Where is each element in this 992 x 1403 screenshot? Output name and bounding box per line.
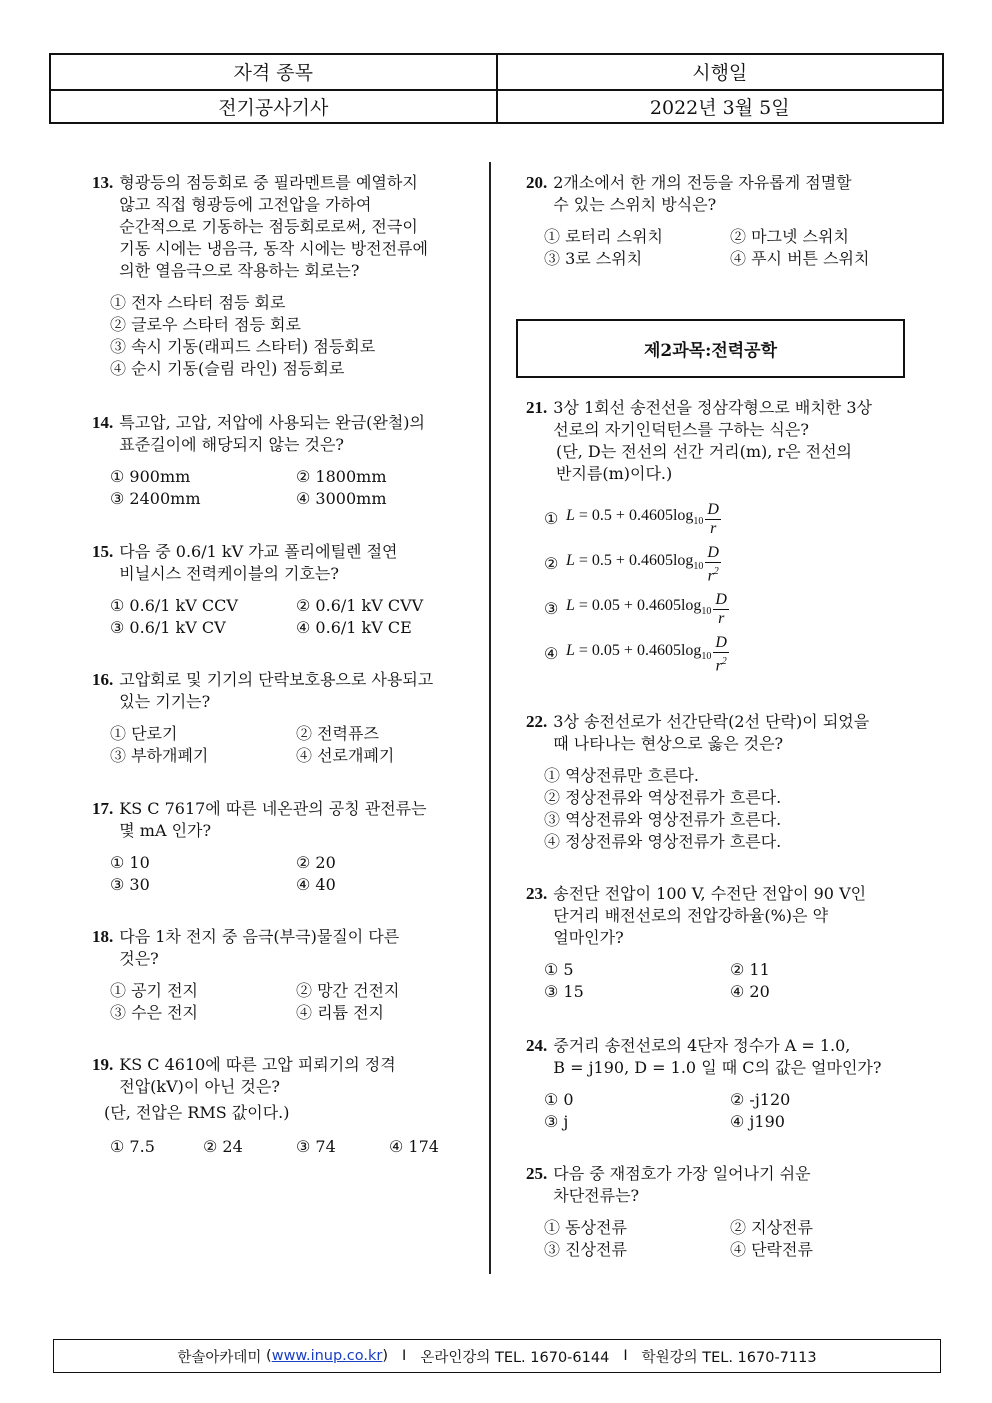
options: [92, 292, 484, 380]
option-1: ① 공기 전지: [110, 981, 198, 1000]
option-4: ④ 순시 기동(슬림 라인) 점등회로: [110, 359, 345, 378]
option-3: ③ 부하개폐기: [110, 746, 209, 765]
footer-bar: [53, 1339, 941, 1373]
question-number: 24.: [526, 1036, 548, 1055]
question-number: 18.: [92, 927, 114, 946]
question-number: 23.: [526, 884, 548, 903]
question-16: [92, 669, 484, 767]
question-text: 중거리 송전선로의 4단자 정수가 A = 1.0, B = j190, D = 1.0 일 때 C의 값은 얼마인가?: [553, 1036, 882, 1077]
header-value-row: [51, 89, 942, 123]
question-text: 형광등의 점등회로 중 필라멘트를 예열하지 않고 직접 형광등에 고전압을 가하여 순간적으로 기동하는 점등회로로써, 전극이 기동 시에는 냉음극, 동작 시에는 방전전류에 의한 열음극으로 작용하는 회로는?: [119, 173, 428, 280]
header-qualification-label: 자격 종목: [233, 62, 313, 85]
formula-expression: $L = 0.05 + 0.4605\log_{10}$: [566, 597, 712, 618]
options: [526, 1217, 926, 1261]
options: [526, 959, 926, 1003]
header-date-value: 2022년 3월 5일: [496, 91, 943, 123]
option-3: ③ 30: [110, 875, 150, 894]
question-text: KS C 7617에 따른 네온관의 공칭 관전류는 몇 mA 인가?: [119, 799, 427, 840]
formula-expression: $L = 0.5 + 0.4605\log_{10}$: [566, 507, 704, 528]
option-1: ① 10: [110, 853, 150, 872]
footer-academy-phone: 학원강의 TEL. 1670-7113: [641, 1349, 817, 1366]
question-21: [526, 397, 926, 677]
footer-online-phone: 온라인강의 TEL. 1670-6144: [420, 1349, 610, 1366]
option-1: ① 900mm: [110, 467, 191, 486]
formula-expression: $L = 0.05 + 0.4605\log_{10}$: [566, 642, 712, 663]
question-number: 25.: [526, 1164, 548, 1183]
question-text: 다음 1차 전지 중 음극(부극)물질이 다른 것은?: [119, 927, 400, 968]
column-divider: [489, 162, 491, 1274]
option-2: ② 11: [730, 960, 770, 979]
option-3: ③ 역상전류와 영상전류가 흐른다.: [544, 810, 782, 829]
option-marker: ②: [544, 555, 559, 573]
question-text: KS C 4610에 따른 고압 피뢰기의 정격 전압(kV)이 아닌 것은?: [119, 1055, 396, 1096]
option-4: ④ j190: [730, 1112, 785, 1131]
question-number: 15.: [92, 542, 114, 561]
formula-options: [526, 497, 926, 677]
question-22: [526, 711, 926, 853]
option-marker: ①: [544, 510, 559, 528]
option-4: ④ 174: [389, 1137, 439, 1156]
question-25: [526, 1163, 926, 1261]
options: [92, 1136, 484, 1158]
options: [526, 765, 926, 853]
option-4: ④ 정상전류와 영상전류가 흐른다.: [544, 832, 782, 851]
option-2: ② -j120: [730, 1090, 791, 1109]
question-number: 14.: [92, 413, 114, 432]
option-2: ② 24: [203, 1137, 243, 1156]
header-qualification-value: 전기공사기사: [218, 96, 329, 119]
question-19: [92, 1054, 484, 1158]
question-number: 22.: [526, 712, 548, 731]
question-text: 다음 중 재점호가 가장 일어나기 쉬운 차단전류는?: [553, 1164, 811, 1205]
question-15: [92, 541, 484, 639]
option-4: ④ 3000mm: [296, 489, 387, 508]
options: [526, 226, 926, 270]
option-4: ④ 0.6/1 kV CE: [296, 618, 412, 637]
footer-separator: I: [402, 1348, 407, 1364]
formula-option-1: [544, 497, 926, 542]
exam-header-table: [49, 53, 944, 124]
footer-paren-open: (: [261, 1348, 272, 1364]
question-20: [526, 172, 926, 270]
option-3: ③ 2400mm: [110, 489, 201, 508]
question-23: [526, 883, 926, 1003]
question-13: [92, 172, 484, 380]
header-label-row: [51, 55, 942, 89]
question-number: 16.: [92, 670, 114, 689]
question-text: 2개소에서 한 개의 전등을 자유롭게 점멸할 수 있는 스위치 방식은?: [553, 173, 852, 214]
formula-option-4: [544, 632, 926, 677]
option-1: ① 0: [544, 1090, 574, 1109]
subject-heading: 제2과목:전력공학: [516, 319, 905, 378]
formula-expression: $L = 0.5 + 0.4605\log_{10}$: [566, 552, 704, 573]
option-2: ② 전력퓨즈: [296, 724, 379, 743]
option-2: ② 0.6/1 kV CVV: [296, 596, 424, 615]
question-text: 3상 송전선로가 선간단락(2선 단락)이 되었을 때 나타나는 현상으로 옳은 것은?: [553, 712, 870, 753]
options: [92, 466, 484, 510]
formula-fraction: $\frac{D}{r}$: [715, 591, 727, 627]
question-number: 19.: [92, 1055, 114, 1074]
option-3: ③ 속시 기동(래피드 스타터) 점등회로: [110, 337, 376, 356]
option-4: ④ 리튬 전지: [296, 1003, 384, 1022]
question-number: 13.: [92, 173, 114, 192]
header-date-label: 시행일: [496, 55, 943, 89]
option-4: ④ 푸시 버튼 스위치: [730, 249, 870, 268]
option-1: ① 단로기: [110, 724, 178, 743]
options: [526, 1089, 926, 1133]
option-3: ③ 수은 전지: [110, 1003, 198, 1022]
question-number: 20.: [526, 173, 548, 192]
footer-paren-close: ): [382, 1348, 389, 1364]
footer-company: 한솔아카데미: [177, 1349, 262, 1366]
option-4: ④ 선로개폐기: [296, 746, 395, 765]
options: [92, 852, 484, 896]
option-2: ② 글로우 스타터 점등 회로: [110, 315, 301, 334]
option-3: ③ 15: [544, 982, 584, 1001]
options: [92, 980, 484, 1024]
footer-website-link[interactable]: www.inup.co.kr: [271, 1348, 383, 1364]
question-note: (단, 전압은 RMS 값이다.): [104, 1103, 290, 1122]
option-1: ① 역상전류만 흐른다.: [544, 766, 699, 785]
option-2: ② 마그넷 스위치: [730, 227, 849, 246]
question-17: [92, 798, 484, 896]
option-3: ③ 0.6/1 kV CV: [110, 618, 226, 637]
option-1: ① 전자 스타터 점등 회로: [110, 293, 286, 312]
option-2: ② 20: [296, 853, 336, 872]
question-text: 특고압, 고압, 저압에 사용되는 완금(완철)의 표준길이에 해당되지 않는 것은?: [119, 413, 426, 454]
formula-fraction: $\frac{D}{r^2}$: [715, 633, 727, 675]
option-3: ③ j: [544, 1112, 569, 1131]
formula-fraction: $\frac{D}{r}$: [707, 501, 719, 537]
footer-separator: I: [623, 1348, 628, 1364]
option-1: ① 동상전류: [544, 1218, 627, 1237]
options: [92, 723, 484, 767]
formula-option-3: [544, 587, 926, 632]
question-text: 다음 중 0.6/1 kV 가교 폴리에틸렌 절연 비닐시스 전력케이블의 기호는?: [119, 542, 398, 583]
question-note: (단, D는 전선의 선간 거리(m), r은 전선의 반지름(m)이다.): [556, 442, 852, 483]
option-marker: ④: [544, 645, 559, 663]
option-4: ④ 단락전류: [730, 1240, 813, 1259]
formula-fraction: $\frac{D}{r^2}$: [707, 543, 719, 585]
option-1: ① 0.6/1 kV CCV: [110, 596, 238, 615]
question-text: 송전단 전압이 100 V, 수전단 전압이 90 V인 단거리 배전선로의 전압강하율(%)은 약 얼마인가?: [553, 884, 867, 947]
question-24: [526, 1035, 926, 1133]
formula-option-2: [544, 542, 926, 587]
option-marker: ③: [544, 600, 559, 618]
question-18: [92, 926, 484, 1024]
option-2: ② 지상전류: [730, 1218, 813, 1237]
question-text: 고압회로 및 기기의 단락보호용으로 사용되고 있는 기기는?: [119, 670, 434, 711]
option-4: ④ 20: [730, 982, 770, 1001]
question-number: 17.: [92, 799, 114, 818]
option-1: ① 7.5: [110, 1137, 155, 1156]
option-2: ② 1800mm: [296, 467, 387, 486]
question-text: 3상 1회선 송전선을 정삼각형으로 배치한 3상 선로의 자기인덕턴스를 구하는 식은?: [553, 398, 872, 439]
options: [92, 595, 484, 639]
question-14: [92, 412, 484, 510]
option-4: ④ 40: [296, 875, 336, 894]
option-3: ③ 진상전류: [544, 1240, 627, 1259]
question-number: 21.: [526, 398, 548, 417]
option-3: ③ 74: [296, 1137, 336, 1156]
option-2: ② 정상전류와 역상전류가 흐른다.: [544, 788, 782, 807]
option-2: ② 망간 건전지: [296, 981, 400, 1000]
option-3: ③ 3로 스위치: [544, 249, 643, 268]
option-1: ① 로터리 스위치: [544, 227, 663, 246]
option-1: ① 5: [544, 960, 574, 979]
